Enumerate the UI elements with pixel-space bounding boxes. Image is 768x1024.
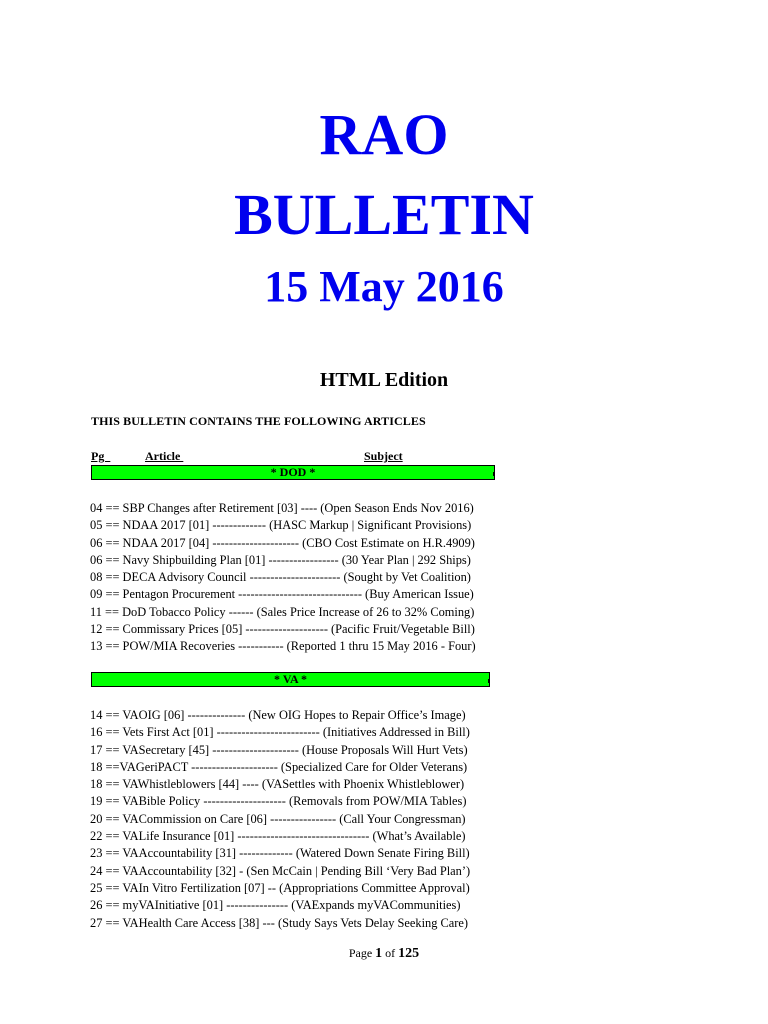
footer-page-number: 1 (375, 946, 383, 961)
contents-heading: THIS BULLETIN CONTAINS THE FOLLOWING ARTICLES (91, 414, 426, 428)
article-entry: 20 == VACommission on Care [06] ---------------- (Call Your Congressman) (90, 811, 466, 826)
column-header-pg: Pg (91, 449, 111, 463)
section-label-va: * VA * (274, 672, 307, 686)
article-entry: 18 ==VAGeriPACT --------------------- (Specialized Care for Older Veterans) (90, 759, 468, 774)
bar-tick-mark (488, 679, 489, 683)
section-label-dod: * DOD * (270, 465, 316, 479)
article-entry: 23 == VAAccountability [31] ------------- (Watered Down Senate Firing Bill) (90, 846, 470, 861)
article-entry: 25 == VAIn Vitro Fertilization [07] -- (Appropriations Committee Approval) (90, 880, 470, 895)
footer-of-word: of (382, 946, 399, 960)
article-list-va (90, 707, 470, 932)
article-entry: 14 == VAOIG [06] -------------- (New OIG Hopes to Repair Office’s Image) (90, 708, 466, 722)
bulletin-date: 15 May 2016 (264, 262, 504, 311)
article-entry: 13 == POW/MIA Recoveries ----------- (Reported 1 thru 15 May 2016 - Four) (90, 639, 476, 654)
section-bar-va (91, 672, 490, 687)
edition-label: HTML Edition (319, 369, 449, 391)
article-entry: 04 == SBP Changes after Retirement [03] ---- (Open Season Ends Nov 2016) (90, 501, 474, 515)
article-entry: 08 == DECA Advisory Council ---------------------- (Sought by Vet Coalition) (90, 570, 471, 585)
article-entry: 26 == myVAInitiative [01] --------------- (VAExpands myVACommunities) (90, 898, 461, 913)
article-entry: 11 == DoD Tobacco Policy ------ (Sales Price Increase of 26 to 32% Coming) (90, 604, 475, 619)
section-bar-dod (91, 465, 495, 480)
article-list-dod (90, 500, 476, 656)
article-entry: 09 == Pentagon Procurement ------------------------------ (Buy American Issue) (90, 587, 474, 602)
footer-page-total: 125 (398, 946, 420, 961)
article-entry: 06 == Navy Shipbuilding Plan [01] ----------------- (30 Year Plan | 292 Ships) (90, 552, 471, 567)
article-entry: 05 == NDAA 2017 [01] ------------- (HASC Markup | Significant Provisions) (90, 518, 472, 533)
article-entry: 19 == VABible Policy -------------------- (Removals from POW/MIA Tables) (90, 794, 467, 809)
footer-page-word: Page (348, 946, 376, 960)
article-entry: 22 == VALife Insurance [01] -------------------------------- (What’s Available) (90, 829, 466, 844)
title-bulletin: BULLETIN (234, 182, 534, 247)
column-header-subject: Subject (364, 449, 403, 463)
article-entry: 24 == VAAccountability [32] - (Sen McCain | Pending Bill ‘Very Bad Plan’) (90, 863, 471, 878)
column-header-article: Article (145, 449, 184, 463)
article-entry: 27 == VAHealth Care Access [38] --- (Study Says Vets Delay Seeking Care) (90, 915, 469, 930)
article-entry: 18 == VAWhistleblowers [44] ---- (VASettles with Phoenix Whistleblower) (90, 777, 465, 792)
article-entry: 12 == Commissary Prices [05] -------------------- (Pacific Fruit/Vegetable Bill) (90, 622, 475, 637)
title-rao: RAO (319, 102, 449, 167)
article-entry: 17 == VASecretary [45] --------------------- (House Proposals Will Hurt Vets) (90, 742, 468, 757)
page-footer (0, 946, 768, 962)
bar-tick-mark (493, 472, 494, 476)
article-entry: 06 == NDAA 2017 [04] --------------------- (CBO Cost Estimate on H.R.4909) (90, 535, 475, 550)
article-entry: 16 == Vets First Act [01] ------------------------- (Initiatives Addressed in Bill) (90, 725, 470, 740)
